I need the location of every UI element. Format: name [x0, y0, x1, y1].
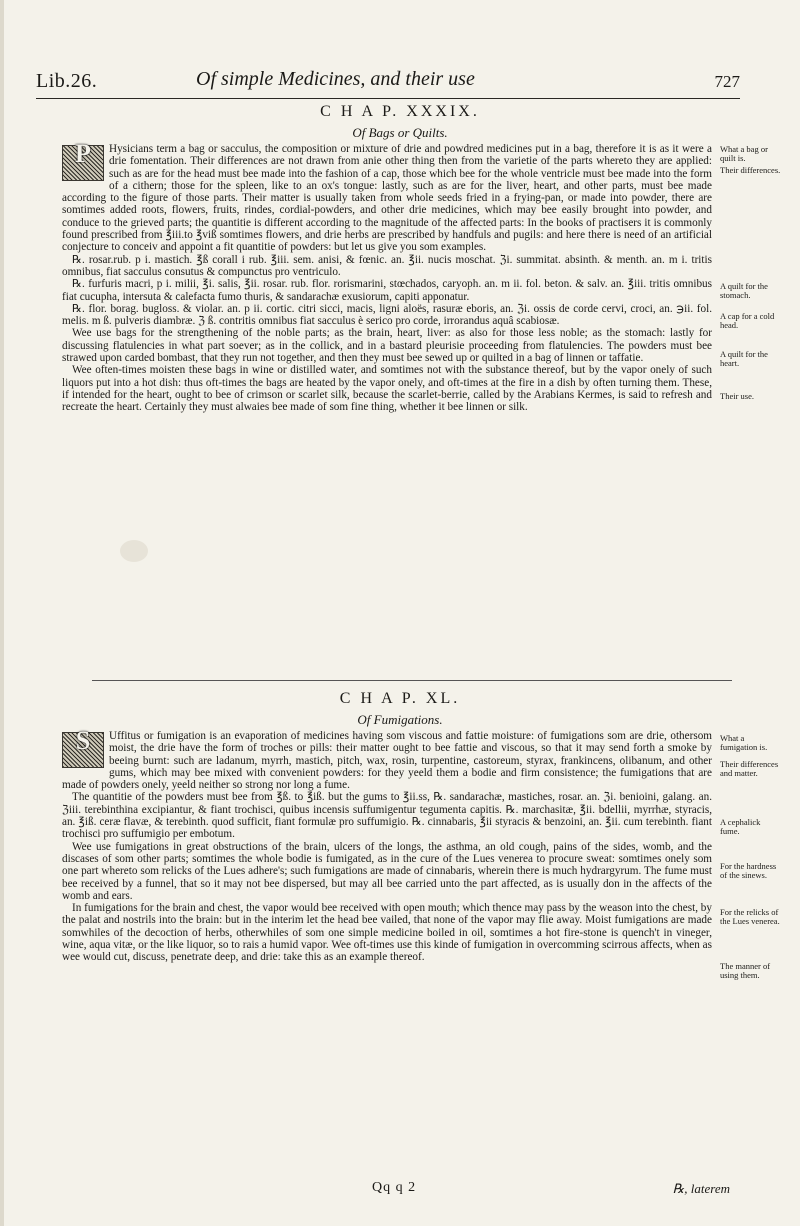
recipe-paragraph: ℞. rosar.rub. p i. mastich. ℥ß corall i rub. ℥iii. sem. anisi, & fœnic. an. ℥ii. nucis moschat. ℨi. summitat. absinth. & menth. an. m i. tritis omnibus, fiat sacculus consutus & compunctus pro ventriculo. — [62, 253, 712, 278]
paragraph: The quantitie of the powders must bee from ℥ß. to ℥iß. but the gums to ℥ii.ss, ℞. sandarachæ, mastiches, rosar. an. ℨi. benioini, galang. an. ℨiii. terebinthina excipiantur, & fiant trochisci, quibus incensis suffumigentur tegumenta capitis. ℞. marchasitæ, ℥ii. bdellii, myrrhæ, styracis, an. ℥iß. ceræ flavæ, & terebinth. quod sufficit, fiant formulæ pro suffumigio. ℞. cinnabaris, ℥ii styracis & benzoini, an. ℥ii. cum terebinth. fiant trochisci pro suffumigio per embotum. — [62, 791, 712, 841]
chapter-divider — [92, 680, 732, 681]
signature-mark: Qq q 2 — [372, 1180, 417, 1195]
margin-note: What a bag or quilt is. — [720, 144, 768, 163]
margin-note: A cephalick fume. — [720, 817, 761, 836]
book-number: Lib.26. — [36, 70, 98, 92]
margin-note: For the hardness of the sinews. — [720, 861, 777, 880]
margin-note: A quilt for the heart. — [720, 349, 768, 368]
head-rule — [36, 98, 740, 99]
running-title: Of simple Medicines, and their use — [196, 68, 475, 90]
margin-note: What a fumigation is. — [720, 733, 768, 752]
chapter-body — [62, 139, 712, 414]
margin-note: Their differences and matter. — [720, 759, 779, 778]
margin-note: A cap for a cold head. — [720, 311, 775, 330]
decorated-initial: S — [62, 732, 104, 768]
page-number: 727 — [714, 72, 740, 91]
paragraph: In fumigations for the brain and chest, the vapor would bee received with open mouth; which thence may pass by the weason into the chest, by the palat and nostrils into the brain: but in the interim let the head bee vailed, that none of the vapor may flie away. Moist fumigations are made somwhiles of the decoction of herbs, otherwhiles of som one simple medicine boiled in oil, somtimes a hot fire-stone is quench't in vineger, wine, aqua vitæ, or the like liquor, so to rais a humid vapor. Wee oft-times use this kinde of fumigation in overcomming scirrous affects, when as wee would cut, discuss, penetrate deep, and drie: take this as an example thereof. — [62, 902, 712, 964]
recipe-paragraph: ℞. flor. borag. bugloss. & violar. an. p ii. cortic. citri sicci, macis, ligni aloës, rasuræ eboris, an. ℨi. ossis de corde cervi, croci, an. ℈ii. fol. melis. m ß. pulveris diambræ. ℨ ß. contritis omnibus fiat sacculus è serico pro corde, irrorandus aquâ scabiosæ. — [62, 302, 712, 328]
chapter-body — [62, 726, 712, 964]
catchword: ℞, laterem — [672, 1181, 730, 1196]
recipe-paragraph: ℞. furfuris macri, p i. milii, ℥i. salis, ℥ii. rosar. rub. flor. rorismarini, stœchados, caryoph. an. m ii. fol. beton. & salv. an. ℥iii. tritis omnibus fiat cucupha, intersuta & calefacta fumo thuris, & sandarachæ exusiorum, capiti apponatur. — [62, 278, 712, 303]
chapter-subheading: Of Bags or Quilts. — [352, 125, 448, 140]
paper-stain — [120, 540, 148, 562]
margin-note: Their use. — [720, 391, 754, 401]
running-head — [36, 70, 740, 98]
margin-note: A quilt for the stomach. — [720, 281, 768, 300]
margin-note: For the relicks of the Lues venerea. — [720, 907, 780, 926]
margin-note: Their differences. — [720, 165, 781, 175]
paragraph: Wee often-times moisten these bags in wine or distilled water, and somtimes not with the substance thereof, but by the vapor onely of such liquors put into a hot dish: thus oft-times the bags are heated by the vapor onely, and oft-times at the fire in a dish by often turning them. These, if intended for the heart, ought to bee of crimson or scarlet silk, because the scarlet-berrie, called by the Arabians Kermes, is said to refresh and recreate the heart. Certainly they must alwaies bee made of som fine thing, whether it bee linnen or silk. — [62, 364, 712, 414]
paragraph: Wee use bags for the strengthening of the noble parts; as the brain, heart, liver: as also for those less noble; as the stomach: lastly for discussing flatulencies in what part soever; as in the collick, and in a bastard pleurisie proceeding from flatulencies. The powders must bee strawed upon carded bombast, that they run not together, and then they must bee sewed up or quilted in a bag of linnen or taffatie. — [62, 327, 712, 365]
chapter-subheading: Of Fumigations. — [357, 712, 443, 727]
paragraph: P Hysicians term a bag or sacculus, the composition or mixture of drie and powdred medicines put in a bag, therefore it is as it were a drie fomentation. Their differences are not drawn from anie other thing then from the varietie of the parts whereto they are applied: such as are for the head must bee made into the fashion of a cap, those which bee for the whole ventricle must bee made into the form of a cithern; those for the spleen, like to an ox's tongue: lastly, such as are for the liver, heart, and other parts, must bee made according to the figure of those parts. Their matter is usually taken from whole seeds fried in a frying-pan, or made into powder, there are somtimes added roots, flowers, fruits, rindes, cordial-powders, and other drie medicines, which may bee easily brought into powder, and conduce to the grieved parts; the quantitie is different according to the magnitude of the affected parts: In the books of practisers it is commonly found prescribed from ℥iii.to ℥viß somtimes flowers, and drie herbs are prescribed by handfuls and pugils: and here there is need of an artificial conjecture to conceiv and appoint a fit quantitie of powders: but let us give you som examples. — [62, 139, 712, 254]
paragraph: S Uffitus or fumigation is an evaporation of medicines having som viscous and fattie moisture: of fumigations som are drie, othersom moist, the drie have the form of troches or pills: their matter ought to bee fattie and viscous, so that it may send forth a smoke by beeing burnt: such are ladanum, myrrh, mastich, pitch, wax, rosin, turpentine, castoreum, styrax, frankincens, olibanum, and other gums, which may bee mixed with convenient powders: for they yeeld them a bodie and firm consistence; the fumigations that are made of powders onely, yeeld neither so strong nor long a fume. — [62, 726, 712, 792]
margin-note: The manner of using them. — [720, 961, 771, 980]
chapter-heading: C H A P. XXXIX. — [320, 103, 480, 120]
decorated-initial: P — [62, 145, 104, 181]
paragraph: Wee use fumigations in great obstructions of the brain, ulcers of the longs, the asthma, an old cough, pains of the sides, womb, and the discases of som other parts; somtimes the whole bodie is fumigated, as in the cure of the Lues venerea to procure sweat: somtimes onely som one part whereto som relicks of the Lues adhere's; such fumigations are made of cinnabaris, wherein there is much hydrargyrum. The fume must bee received by a funnel, that so it may not bee dispersed, but may all bee carried unto the part affected, as is usually don in the affects of the womb and ears. — [62, 840, 712, 902]
page-gutter — [0, 0, 4, 1226]
chapter-heading: C H A P. XL. — [339, 690, 461, 707]
